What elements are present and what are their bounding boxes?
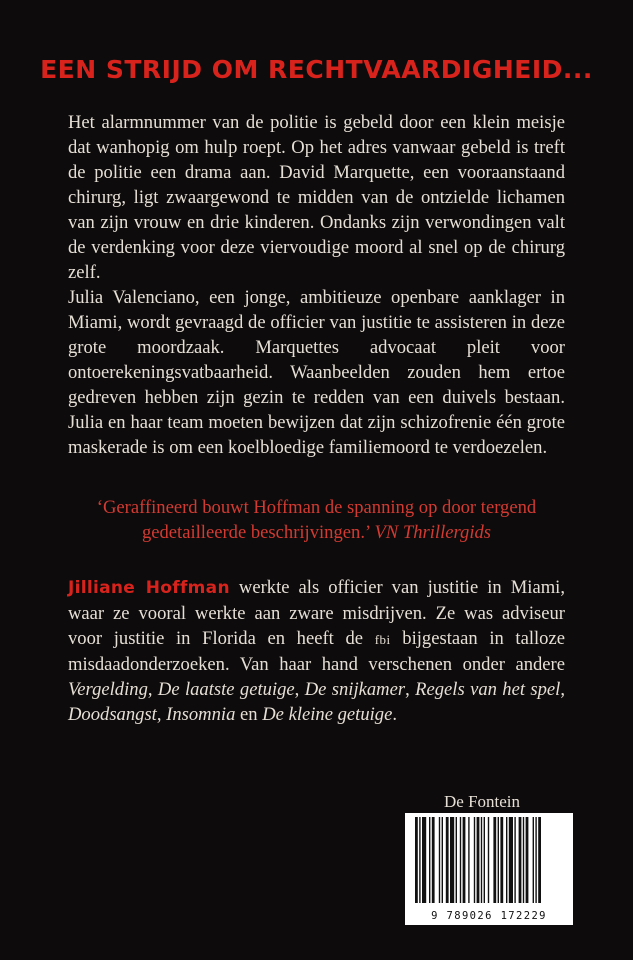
book-title: Vergelding bbox=[68, 679, 148, 700]
barcode-bar bbox=[498, 817, 499, 903]
barcode-bar bbox=[450, 817, 454, 903]
barcode-bar bbox=[446, 817, 449, 903]
barcode-bar bbox=[514, 817, 515, 903]
barcode-bar bbox=[432, 817, 435, 903]
barcode-bar bbox=[538, 817, 541, 903]
quote-source: VN Thrillergids bbox=[374, 522, 492, 543]
barcode-bar bbox=[477, 817, 480, 903]
barcode-bar bbox=[519, 817, 522, 903]
quote-text: ‘Geraffineerd bouwt Hoffman de spanning op door tergend gedetailleerde beschrijvingen.’ bbox=[96, 497, 537, 543]
barcode-bar bbox=[429, 817, 430, 903]
book-title: Insomnia bbox=[166, 704, 236, 725]
barcode-bar bbox=[422, 817, 426, 903]
barcode-bars bbox=[405, 813, 573, 909]
barcode-bar bbox=[526, 817, 529, 903]
synopsis bbox=[68, 110, 565, 460]
book-title: De snijkamer bbox=[304, 679, 406, 700]
barcode-bar bbox=[493, 817, 496, 903]
book-title: De laatste getuige bbox=[157, 679, 295, 700]
headline: EEN STRIJD OM RECHTVAARDIGHEID... bbox=[40, 55, 593, 84]
barcode-bar bbox=[415, 817, 418, 903]
barcode-bar bbox=[535, 817, 536, 903]
book-title: Doodsangst bbox=[68, 704, 157, 725]
barcode-bar bbox=[474, 817, 475, 903]
bio-text-2: bijgestaan in talloze misdaadonderzoeken. Van haar hand verschenen onder andere bbox=[68, 628, 565, 675]
publisher-name: De Fontein bbox=[444, 792, 521, 811]
barcode-bar bbox=[509, 817, 513, 903]
bio-text-1: werkte als officier van justitie in Miami, waar ze vooral werkte aan zware misdrijven. Ze was adviseur voor justitie in Florida en heeft de bbox=[68, 577, 565, 649]
barcode-bar bbox=[456, 817, 457, 903]
book-title: Regels van het spel bbox=[415, 679, 561, 700]
synopsis-paragraph-2: Julia Valenciano, een jonge, ambitieuze openbare aanklager in Miami, wordt gevraagd de officier van justitie te assisteren in deze grote moordzaak. Marquettes advocaat pleit voor ontoerekeningsvatbaarheid. Waanbeelden zouden hem ertoe gedreven hebben zijn gezin te redden van een duivels bestaan. Julia en haar team moeten bewijzen dat zijn schizofrenie één grote maskerade is om een koelbloedige familiemoord te verdoezelen. bbox=[68, 287, 565, 458]
barcode-bar bbox=[419, 817, 420, 903]
review-quote bbox=[60, 495, 573, 545]
barcode-bar bbox=[523, 817, 524, 903]
barcode-bar bbox=[500, 817, 503, 903]
barcode-bar bbox=[506, 817, 507, 903]
synopsis-paragraph-1: Het alarmnummer van de politie is gebeld door een klein meisje dat wanhopig om hulp roept. Op het adres vanwaar gebeld is treft de politie een drama aan. David Marquette, een vooraanstaand chirurg, ligt zwaargewond te midden van de ontzielde lichamen van zijn vrouw en drie kinderen. Ondanks zijn verwondingen valt de verdenking voor deze viervoudige moord al snel op de chirurg zelf. bbox=[68, 112, 565, 283]
bio-agency: fbi bbox=[374, 632, 391, 647]
barcode bbox=[405, 813, 573, 925]
book-title: De kleine getuige bbox=[262, 704, 393, 725]
barcode-bar bbox=[481, 817, 482, 903]
barcode-bar bbox=[484, 817, 485, 903]
isbn-number: 9 789026 172229 bbox=[431, 910, 547, 922]
author-name: Jilliane Hoffman bbox=[68, 578, 230, 598]
barcode-bar bbox=[463, 817, 466, 903]
barcode-bar bbox=[488, 817, 489, 903]
barcode-bar bbox=[460, 817, 461, 903]
barcode-bar bbox=[468, 817, 469, 903]
barcode-bar bbox=[533, 817, 534, 903]
author-bio: Jilliane Hoffman werkte als officier van justitie in Miami, waar ze vooral werkte aan zware misdrijven. Ze was adviseur voor justitie in Florida en heeft de fbi bijgestaan in talloze misdaadonderzoeken. Van haar hand verschenen onder andere Vergelding, De laatste getuige, De snijkamer, Regels van het spel, Doodsangst, Insomnia en De kleine getuige. bbox=[68, 577, 565, 725]
barcode-bar bbox=[442, 817, 443, 903]
barcode-bar bbox=[439, 817, 440, 903]
